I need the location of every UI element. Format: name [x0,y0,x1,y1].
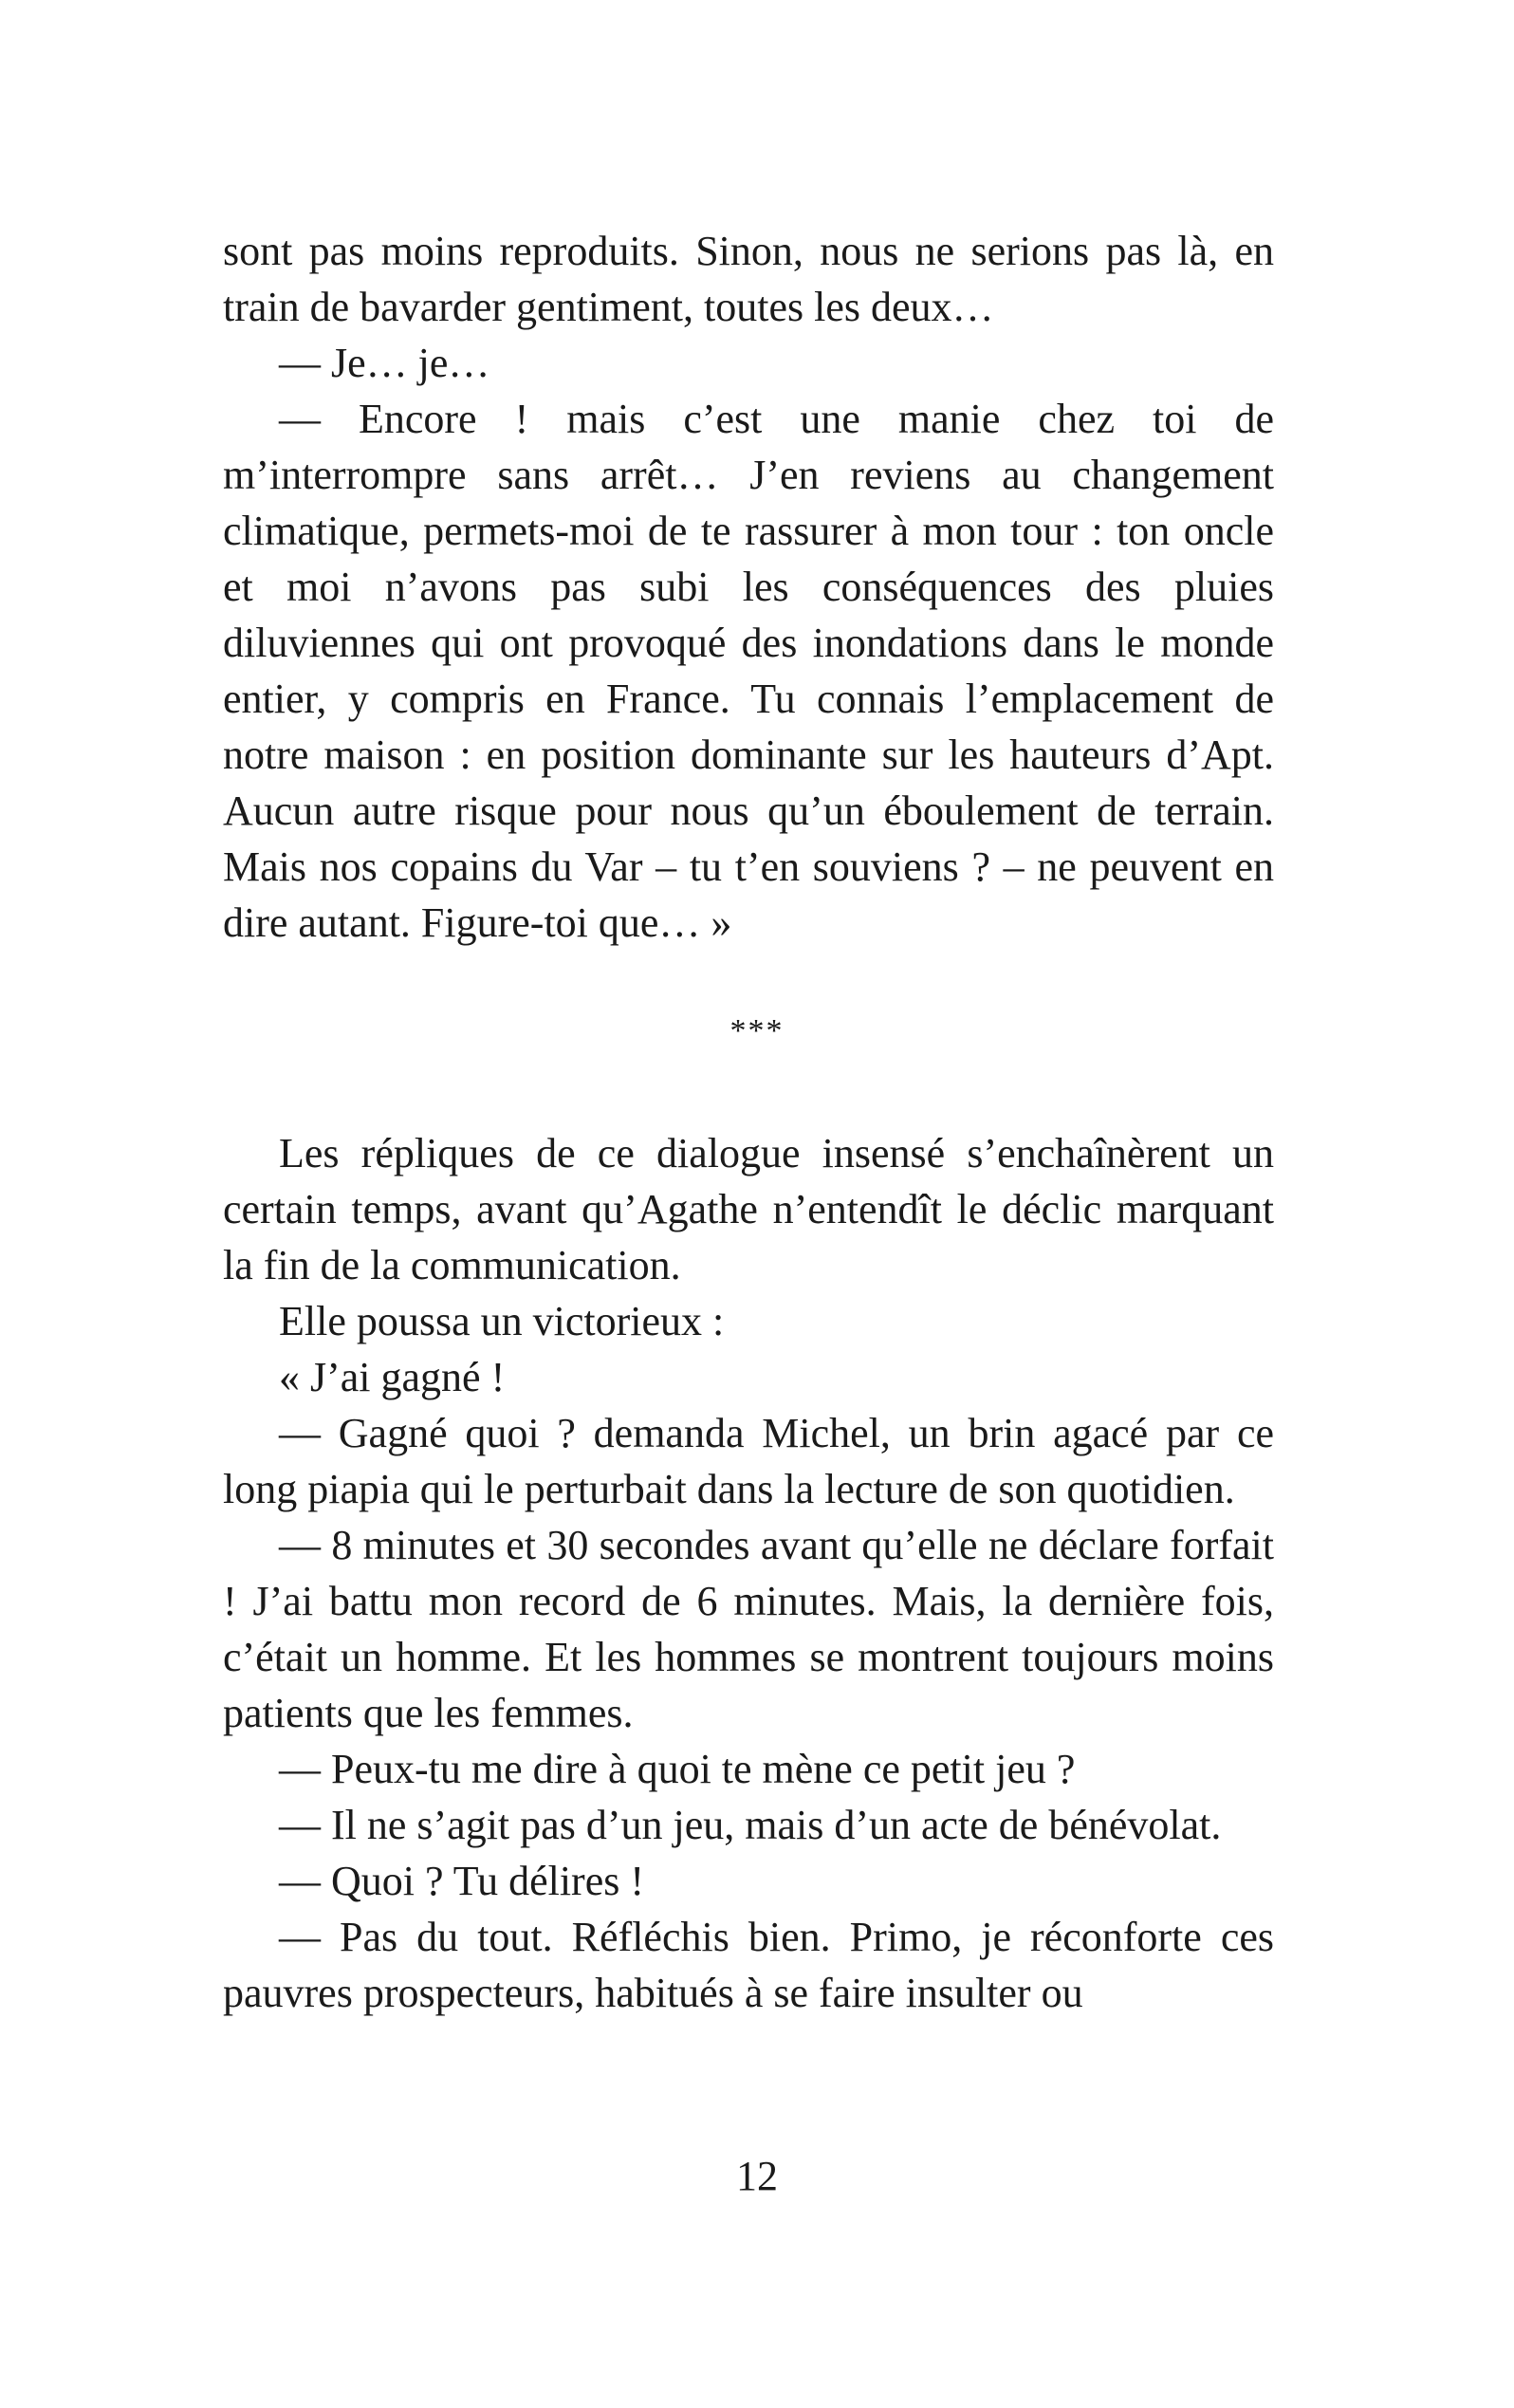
paragraph: « J’ai gagné ! [279,1354,506,1400]
paragraph: — Pas du tout. Réfléchis bien. Primo, je réconforte ces pauvres prospecteurs, habitués à se faire insulter ou [223,1914,1274,2016]
paragraph: — Il ne s’agit pas d’un jeu, mais d’un acte de bénévolat. [279,1802,1222,1848]
section-separator: *** [729,1013,785,1048]
paragraph: — Gagné quoi ? demanda Michel, un brin agacé par ce long piapia qui le perturbait dans la lecture de son quotidien. [223,1410,1274,1512]
paragraph: — Encore ! mais c’est une manie chez toi de m’interrompre sans arrêt… J’en reviens au changement climatique, permets-moi de te rassurer à mon tour : ton oncle et moi n’avons pas subi les conséquences des pluies diluviennes qui ont provoqué des inondations dans le monde entier, y compris en France. Tu connais l’emplacement de notre maison : en position dominante sur les hauteurs d’Apt. Aucun autre risque pour nous qu’un éboulement de terrain. Mais nos copains du Var – tu t’en souviens ? – ne peuvent en dire autant. Figure-toi que… » [223,396,1274,946]
paragraph: sont pas moins reproduits. Sinon, nous ne serions pas là, en train de bavarder gentiment, toutes les deux… [223,228,1274,330]
page-number: 12 [736,2153,778,2199]
paragraph: — Quoi ? Tu délires ! [279,1858,644,1904]
paragraph: Les répliques de ce dialogue insensé s’enchaînèrent un certain temps, avant qu’Agathe n’entendît le déclic marquant la fin de la communication. [223,1130,1274,1288]
paragraph: — Je… je… [279,340,490,386]
paragraph: — Peux-tu me dire à quoi te mène ce petit jeu ? [279,1746,1076,1792]
paragraph: Elle poussa un victorieux : [279,1298,725,1344]
paragraph: — 8 minutes et 30 secondes avant qu’elle ne déclare forfait ! J’ai battu mon record de 6 minutes. Mais, la dernière fois, c’était un homme. Et les hommes se montrent toujours moins patients que les femmes. [223,1522,1274,1736]
text-section-bottom [223,1125,1274,2021]
text-section-top [223,223,1274,951]
